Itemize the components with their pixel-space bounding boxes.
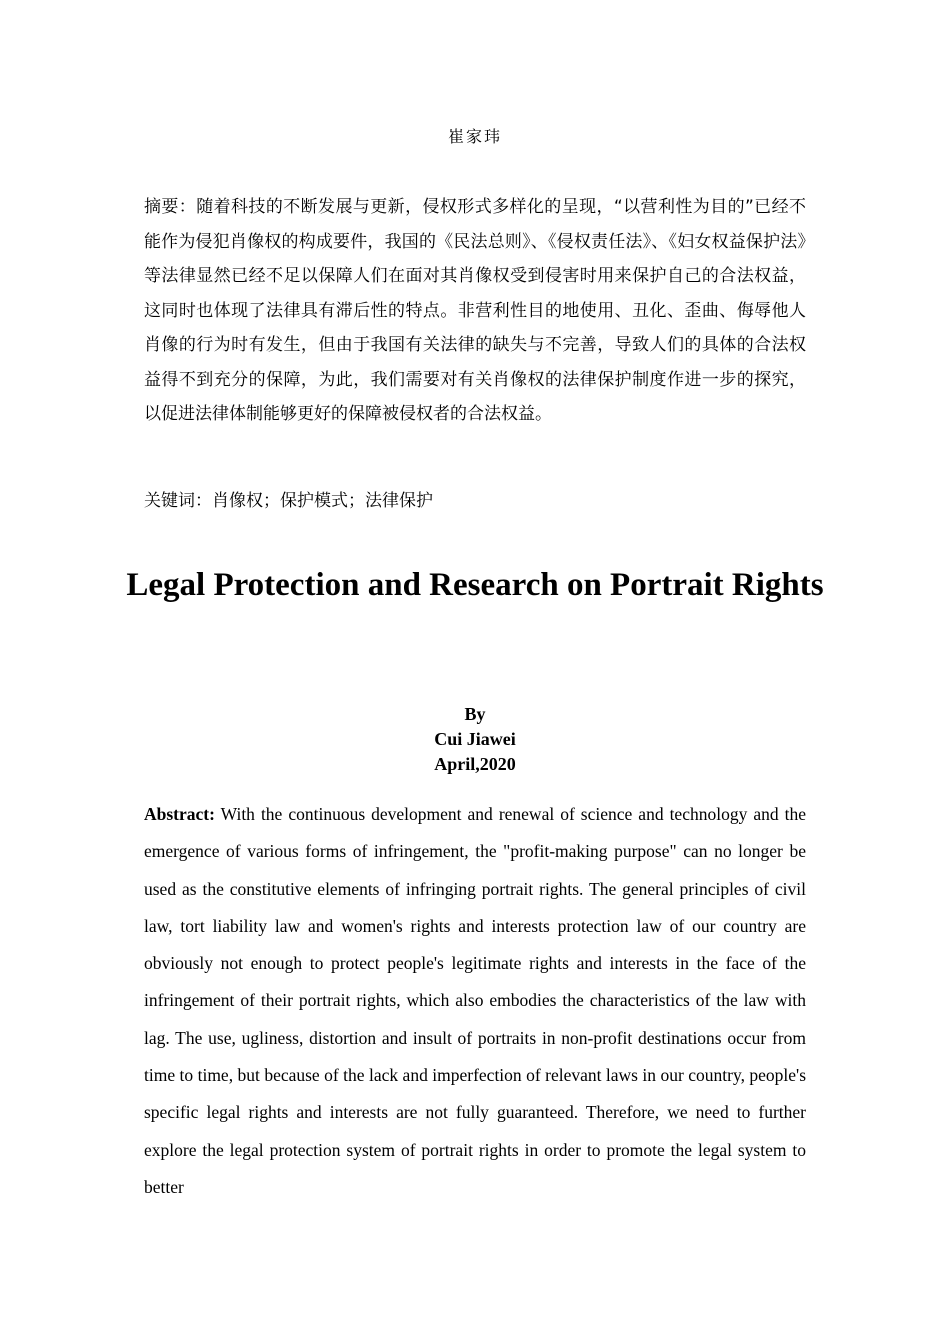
byline-author: Cui Jiawei xyxy=(434,729,516,749)
chinese-keywords-label: 关键词： xyxy=(144,491,212,511)
byline-by: By xyxy=(464,704,486,724)
english-abstract xyxy=(144,796,806,1206)
chinese-keywords-text: 肖像权；保护模式；法律保护 xyxy=(212,491,433,511)
chinese-abstract-text: 随着科技的不断发展与更新，侵权形式多样化的呈现，“以营利性为目的”已经不能作为侵犯肖像权的构成要件，我国的《民法总则》、《侵权责任法》、《妇女权益保护法》等法律显然已经不足以保障人们在面对其肖像权受到侵害时用来保护自己的合法权益，这同时也体现了法律具有滞后性的特点。非营利性目的地使用、丑化、歪曲、侮辱他人肖像的行为时有发生，但由于我国有关法律的缺失与不完善，导致人们的具体的合法权益得不到充分的保障，为此，我们需要对有关肖像权的法律保护制度作进一步的探究，以促进法律体制能够更好的保障被侵权者的合法权益。 xyxy=(144,197,806,424)
author-name-chinese: 崔家玮 xyxy=(447,127,502,146)
byline xyxy=(0,702,950,777)
byline-date: April,2020 xyxy=(434,754,516,774)
english-title: Legal Protection and Research on Portrait Rights xyxy=(126,567,824,603)
chinese-keywords xyxy=(144,486,806,516)
chinese-abstract xyxy=(144,190,806,432)
english-abstract-text: With the continuous development and renewal of science and technology and the emergence of various forms of infringement, the "profit-making purpose" can no longer be used as the constitutive elements of infringing portrait rights. The general principles of civil law, tort liability law and women's rights and interests protection law of our country are obviously not enough to protect people's legitimate rights and interests in the face of the infringement of their portrait rights, which also embodies the characteristics of the law with lag. The use, ugliness, distortion and insult of portraits in non-profit destinations occur from time to time, but because of the lack and imperfection of relevant laws in our country, people's specific legal rights and interests are not fully guaranteed. Therefore, we need to further explore the legal protection system of portrait rights in order to promote the legal system to better xyxy=(144,804,806,1197)
chinese-abstract-label: 摘要： xyxy=(144,197,197,217)
english-abstract-label: Abstract: xyxy=(144,804,215,824)
